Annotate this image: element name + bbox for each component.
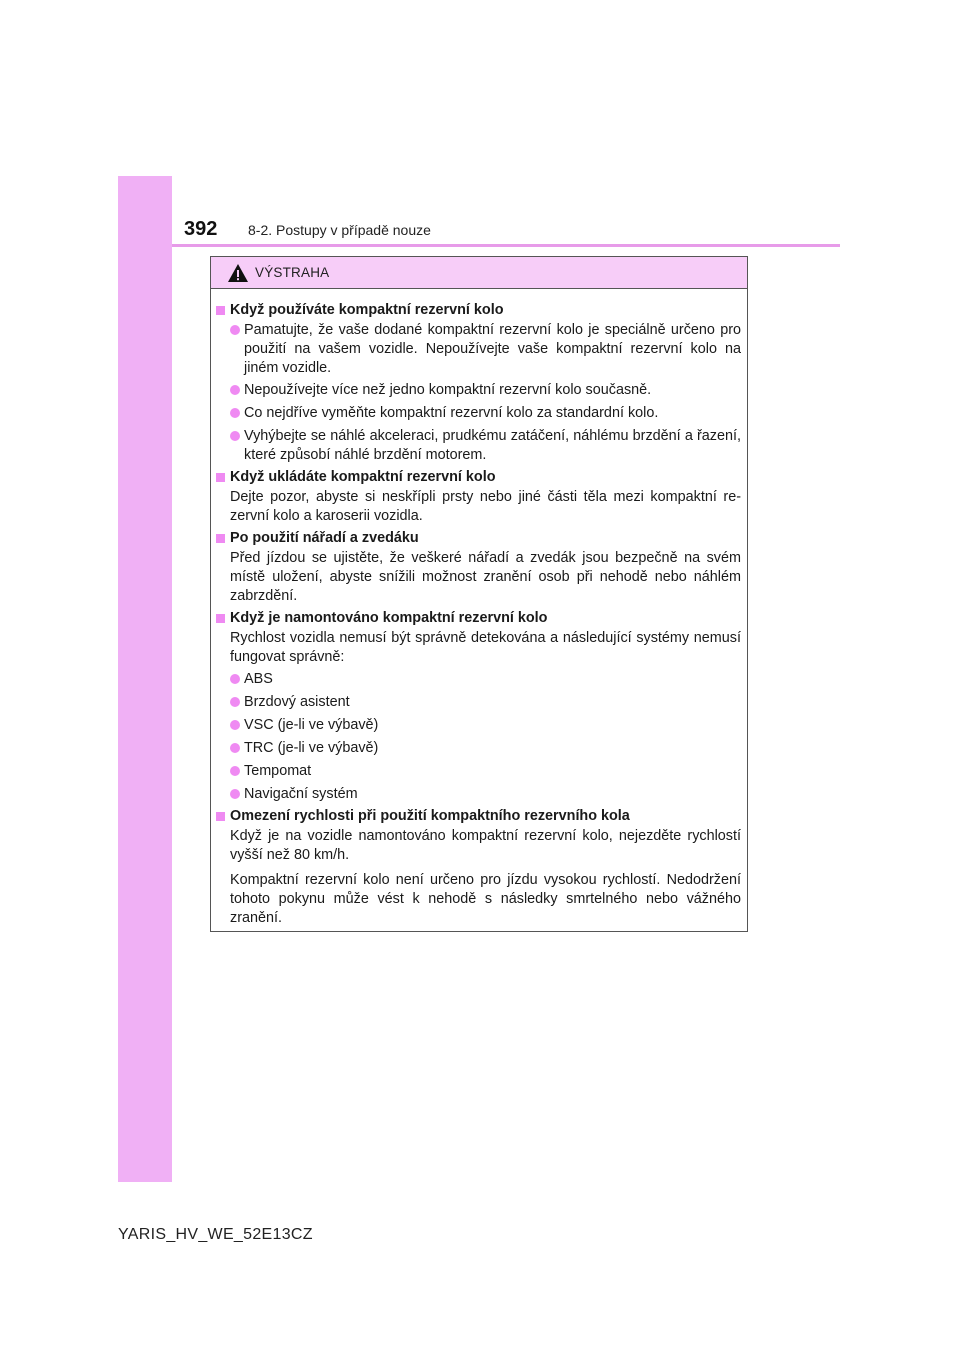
circle-bullet-icon [230,789,240,799]
square-bullet-icon [216,534,225,543]
warning-triangle-icon [227,263,249,283]
section-title: 8-2. Postupy v případě nouze [248,222,431,238]
block-text: Dejte pozor, abyste si neskřípli prsty nebo jiné části těla mezi kompaktní rezervní kolo a karoserii vozidla. [230,489,741,524]
block-text: Kompaktní rezervní kolo není určeno pro jízdu vysokou rychlostí. Nedodržení tohoto pokynu může vést k nehodě s následky smrtelného nebo vážného zranění. [230,872,741,926]
list-item: VSC (je-li ve výbavě) [230,716,741,735]
circle-bullet-icon [230,766,240,776]
circle-bullet-icon [230,674,240,684]
side-tab-bar [118,176,172,1182]
header-rule [172,244,840,247]
square-bullet-icon [216,614,225,623]
list-item: Vyhýbejte se náhlé akceleraci, prudkému zatáčení, náhlému brzdění a řazení, které způsobí náhlé brzdění motorem. [230,427,741,465]
document-code: YARIS_HV_WE_52E13CZ [118,1226,313,1243]
square-bullet-icon [216,473,225,482]
list-item: Brzdový asistent [230,693,741,712]
warning-title: VÝSTRAHA [255,265,330,280]
list-item: ABS [230,670,741,689]
block-heading: Omezení rychlosti při použití kompaktního rezervního kola [216,807,741,826]
circle-bullet-icon [230,431,240,441]
circle-bullet-icon [230,385,240,395]
circle-bullet-icon [230,697,240,707]
circle-bullet-icon [230,325,240,335]
page-number: 392 [184,218,218,240]
circle-bullet-icon [230,408,240,418]
circle-bullet-icon [230,743,240,753]
block-heading: Když je namontováno kompaktní rezervní kolo [216,609,741,628]
list-item: Tempomat [230,762,741,781]
block-text: Rychlost vozidla nemusí být správně detekována a následující systémy nemusí fungovat správně: [230,630,741,665]
block-heading: Po použití nářadí a zvedáku [216,529,741,548]
warning-box [210,256,748,932]
warning-header [211,257,747,289]
warning-content [211,289,747,928]
block-text: Před jízdou se ujistěte, že veškeré nářadí a zvedák jsou bezpečně na svém místě uložení, abyste snížili možnost zranění osob při nehodě nebo náhlém zabrzdění. [230,550,741,604]
list-item: Pamatujte, že vaše dodané kompaktní rezervní kolo je speciálně určeno pro použití na vašem vozidle. Nepoužívejte vaše kompaktní rezervní kolo na jiném vozidle. [230,321,741,378]
block-text: Když je na vozidle namontováno kompaktní rezervní kolo, nejezděte rychlostí vyšší než 80 km/h. [230,828,741,863]
block-heading: Když ukládáte kompaktní rezervní kolo [216,468,741,487]
list-item: TRC (je-li ve výbavě) [230,739,741,758]
square-bullet-icon [216,306,225,315]
list-item: Co nejdříve vyměňte kompaktní rezervní kolo za standardní kolo. [230,404,741,423]
list-item: Navigační systém [230,785,741,804]
square-bullet-icon [216,812,225,821]
block-heading: Když používáte kompaktní rezervní kolo [216,301,741,320]
circle-bullet-icon [230,720,240,730]
list-item: Nepoužívejte více než jedno kompaktní rezervní kolo současně. [230,381,741,400]
